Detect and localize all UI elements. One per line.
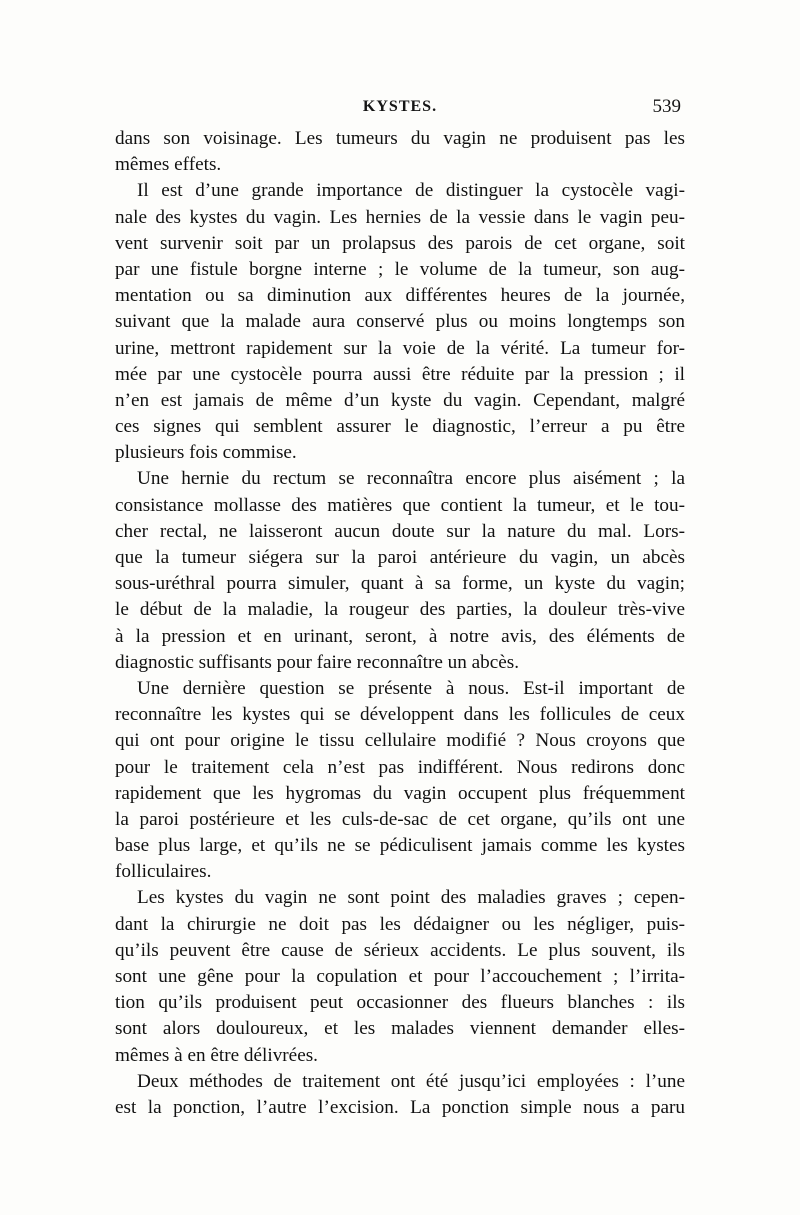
text-line: le début de la maladie, la rougeur des parties, la douleur très-vive [115,599,685,621]
text-line: urine, mettront rapidement sur la voie de la vérité. La tumeur for- [115,337,685,359]
text-line: mée par une cystocèle pourra aussi être réduite par la pression ; il [115,363,685,385]
text-line: par une fistule borgne interne ; le volume de la tumeur, son aug- [115,258,685,280]
text-line: pour le traitement cela n’est pas indifférent. Nous redirons donc [115,756,685,778]
text-line: sous-uréthral pourra simuler, quant à sa forme, un kyste du vagin; [115,573,685,595]
text-line: Une hernie du rectum se reconnaîtra encore plus aisément ; la [137,468,685,490]
running-title: KYSTES. [362,98,438,115]
text-line: Il est d’une grande importance de distinguer la cystocèle vagi- [137,180,685,202]
text-line: n’en est jamais de même d’un kyste du vagin. Cependant, malgré [115,389,685,411]
text-line: mentation ou sa diminution aux différentes heures de la journée, [115,285,685,307]
text-line: la paroi postérieure et les culs-de-sac de cet organe, qu’ils ont une [115,808,685,830]
text-line: rapidement que les hygromas du vagin occupent plus fréquemment [115,782,685,804]
text-line: cher rectal, ne laisseront aucun doute sur la nature du mal. Lors- [115,520,685,542]
text-line: reconnaître les kystes qui se développent dans les follicules de ceux [115,704,685,726]
text-line: est la ponction, l’autre l’excision. La ponction simple nous a paru [115,1096,685,1118]
text-line: vent survenir soit par un prolapsus des parois de cet organe, soit [115,232,685,254]
text-line: base plus large, et qu’ils ne se pédiculisent jamais comme les kystes [115,835,685,857]
text-line: sont une gêne pour la copulation et pour l’accouchement ; l’irrita- [115,966,685,987]
text-line: folliculaires. [115,861,212,883]
text-line: à la pression et en urinant, seront, à notre avis, des éléments de [115,625,685,647]
body-text [115,126,685,1121]
text-line: nale des kystes du vagin. Les hernies de la vessie dans le vagin peu- [115,206,685,228]
text-line: mêmes effets. [115,154,222,176]
running-head [115,96,685,120]
text-line: mêmes à en être délivrées. [115,1044,318,1066]
text-line: que la tumeur siégera sur la paroi antérieure du vagin, un abcès [115,547,685,568]
page-number: 539 [652,96,681,117]
text-line: qu’ils peuvent être cause de sérieux accidents. Le plus souvent, ils [115,939,685,961]
text-line: Une dernière question se présente à nous. Est-il important de [137,677,685,699]
text-line: sont alors douloureux, et les malades viennent demander elles- [115,1018,685,1040]
text-line: dans son voisinage. Les tumeurs du vagin ne produisent pas les [115,128,685,149]
text-line: dant la chirurgie ne doit pas les dédaigner ou les négliger, puis- [115,913,685,935]
text-line: Deux méthodes de traitement ont été jusqu’ici employées : l’une [137,1070,685,1092]
text-line: consistance mollasse des matières que contient la tumeur, et le tou- [115,494,685,516]
text-line: diagnostic suffisants pour faire reconnaître un abcès. [115,651,520,673]
text-line: suivant que la malade aura conservé plus ou moins longtemps son [115,311,685,333]
text-line: Les kystes du vagin ne sont point des maladies graves ; cepen- [137,887,685,909]
text-line: qui ont pour origine le tissu cellulaire modifié ? Nous croyons que [115,730,685,752]
text-line: tion qu’ils produisent peut occasionner des flueurs blanches : ils [115,992,685,1014]
text-line: plusieurs fois commise. [115,442,297,464]
text-line: ces signes qui semblent assurer le diagnostic, l’erreur a pu être [115,416,685,438]
